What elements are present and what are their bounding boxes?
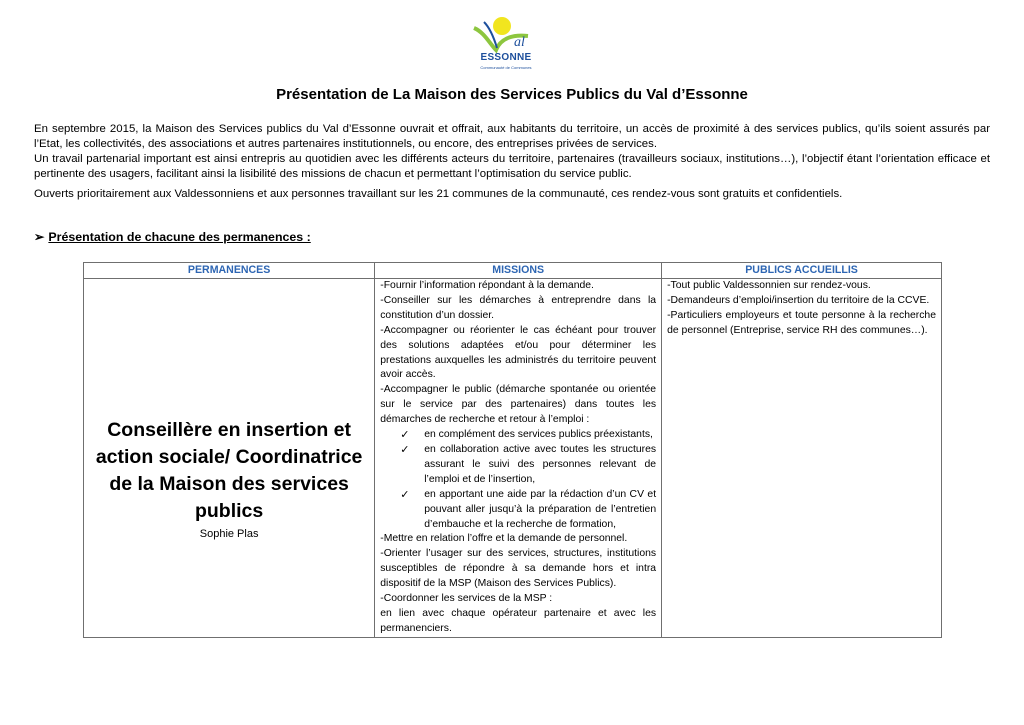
logo-al-letters: al bbox=[514, 35, 525, 50]
table-row bbox=[84, 279, 942, 638]
person-name: Sophie Plas bbox=[199, 528, 259, 540]
check-item bbox=[380, 488, 656, 533]
header-publics: PUBLICS ACCUEILLIS bbox=[662, 263, 942, 279]
mission-item: -Fournir l’information répondant à la demande. bbox=[380, 280, 594, 291]
mission-item: -Coordonner les services de la MSP : bbox=[380, 593, 553, 605]
mission-item: -Conseiller sur les démarches à entreprendre dans la constitution d’un dossier. bbox=[380, 294, 657, 321]
sun-shape bbox=[493, 17, 511, 35]
public-item: -Demandeurs d’emploi/insertion du territoire de la CCVE. bbox=[667, 294, 930, 306]
intro-paragraph: En septembre 2015, la Maison des Services publics du Val d’Essonne ouvrait et offrait, aux habitants du territoire, un accès de proximité à des services publics, qu’ils soient assurés par l’Etat, les collectivités, des associations et autres partenaires institutionnels, ou encore, des entreprises privées de services. bbox=[34, 123, 990, 150]
section-heading-text: Présentation de chacune des permanences : bbox=[48, 230, 311, 244]
missions-cell bbox=[375, 279, 662, 638]
mission-item: -Accompagner le public (démarche spontanée ou orientée sur le service par des partenaires) dans toutes les démarches de recherche et retour à l’emploi : bbox=[380, 384, 657, 426]
section-heading bbox=[34, 229, 311, 244]
check-item-text: en apportant une aide par la rédaction d’un CV et pouvant aller jusqu’à la préparation de l’entretien d’embauche et la recherche de formation, bbox=[424, 488, 657, 530]
val-essonne-logo bbox=[470, 14, 542, 76]
header-missions: MISSIONS bbox=[375, 263, 662, 279]
checkmark-icon: ✓ bbox=[400, 443, 410, 456]
role-title: Conseillère en insertion et action sociale/ Coordinatrice de la Maison des services publics bbox=[95, 419, 363, 522]
arrow-bullet-icon: ➢ bbox=[34, 230, 45, 244]
check-item-text: en collaboration active avec toutes les structures assurant le suivi des personnes relevant de l’emploi et de l’insertion, bbox=[424, 443, 657, 485]
intro-paragraph: Ouverts prioritairement aux Valdessonniens et aux personnes travaillant sur les 21 communes de la communauté, ces rendez-vous sont gratuits et confidentiels. bbox=[34, 188, 843, 200]
checkmark-icon: ✓ bbox=[400, 429, 410, 442]
logo-subtitle: Communauté de Communes bbox=[480, 65, 532, 70]
logo-name: ESSONNE bbox=[480, 52, 532, 63]
check-item bbox=[380, 443, 656, 488]
public-item: -Particuliers employeurs et toute personne à la recherche de personnel (Entreprise, service RH des communes…). bbox=[667, 309, 936, 336]
mission-item: -Accompagner ou réorienter le cas échéant pour trouver des solutions adaptées et/ou pour déterminer les prestations auxquelles les administrés du territoire peuvent avoir accès. bbox=[380, 324, 657, 381]
check-item bbox=[380, 428, 656, 443]
header-permanences: PERMANENCES bbox=[84, 263, 375, 279]
mission-item: en lien avec chaque opérateur partenaire et avec les permanenciers. bbox=[380, 607, 657, 634]
intro-paragraph: Un travail partenarial important est ainsi entrepris au quotidien avec les différents acteurs du territoire, partenaires (travailleurs sociaux, institutions…), l’objectif étant l’orientation efficace et pertinente des usagers, facilitant ainsi la lisibilité des missions de chacun et permettant l’optimisation du service public. bbox=[34, 153, 990, 180]
intro-text bbox=[34, 122, 990, 202]
mission-item: -Mettre en relation l’offre et la demande de personnel. bbox=[380, 533, 628, 545]
permanence-cell bbox=[84, 279, 375, 638]
document-title: Présentation de La Maison des Services Publics du Val d’Essonne bbox=[276, 86, 748, 103]
checkmark-icon: ✓ bbox=[400, 488, 410, 501]
check-item-text: en complément des services publics préexistants, bbox=[424, 429, 653, 441]
table-header-row bbox=[84, 263, 942, 279]
public-item: -Tout public Valdessonnien sur rendez-vous. bbox=[667, 280, 871, 291]
permanences-table bbox=[83, 262, 942, 638]
mission-item: -Orienter l’usager sur des services, structures, institutions susceptibles de répondre à sa demande hors et intra dispositif de la MSP (Maison des Services Publics). bbox=[380, 548, 657, 590]
logo-graphic bbox=[470, 14, 542, 54]
publics-cell bbox=[662, 279, 942, 638]
